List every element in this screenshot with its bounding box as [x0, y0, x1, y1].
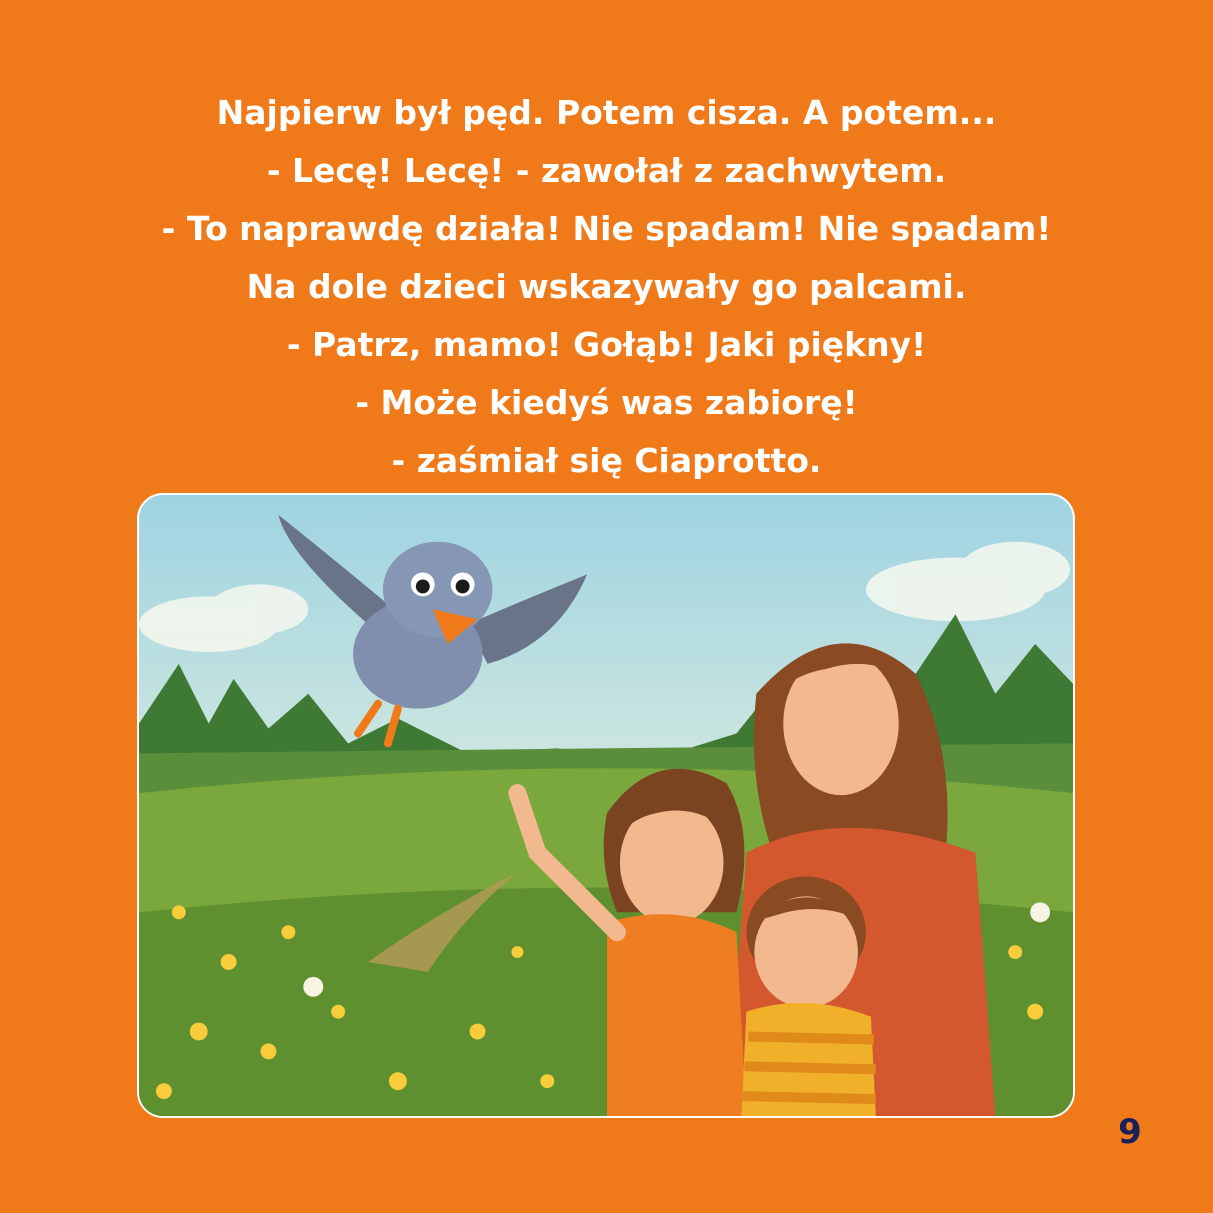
- illustration-scene: [139, 495, 1073, 1116]
- story-line-6: - Może kiedyś was zabiorę!: [355, 383, 858, 422]
- page-number: 9: [1118, 1112, 1142, 1152]
- story-line-5: - Patrz, mamo! Gołąb! Jaki piękny!: [286, 325, 927, 364]
- story-line-7: - zaśmiał się Ciaprotto.: [391, 441, 822, 480]
- pigeon-figure: [278, 515, 587, 744]
- story-line-2: - Lecę! Lecę! - zawołał z zachwytem.: [266, 151, 947, 190]
- story-text: [0, 84, 1213, 490]
- story-illustration: [137, 493, 1075, 1118]
- story-line-3: - To naprawdę działa! Nie spadam! Nie spadam!: [161, 209, 1052, 248]
- story-line-1: Najpierw był pęd. Potem cisza. A potem...: [216, 93, 997, 132]
- story-line-4: Na dole dzieci wskazywały go palcami.: [246, 267, 967, 306]
- clouds: [139, 542, 1070, 652]
